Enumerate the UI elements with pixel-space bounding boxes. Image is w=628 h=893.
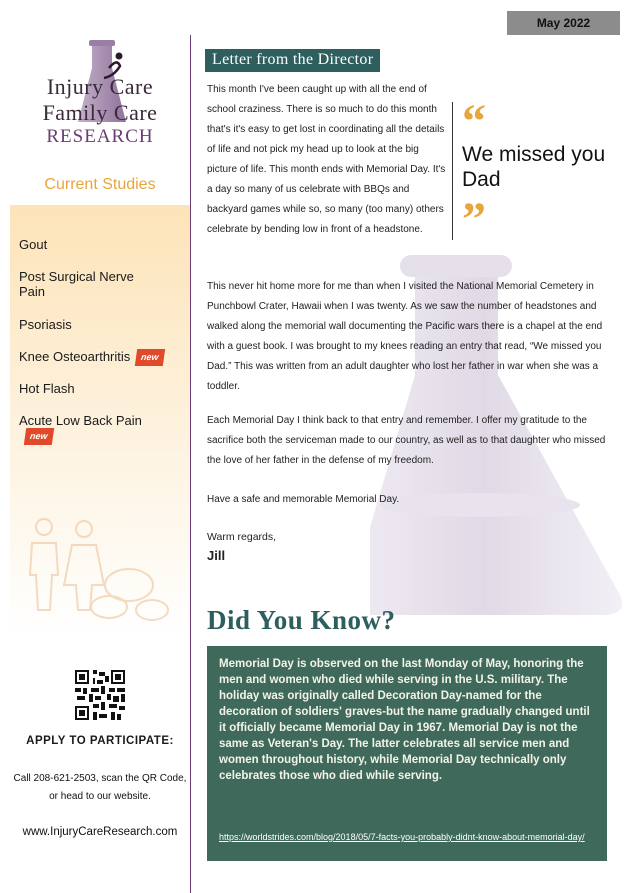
pull-quote-text: We missed you Dad [462, 143, 606, 191]
people-illustration-icon [24, 515, 174, 625]
letter-paragraph-2: This never hit home more for me than when I visited the National Memorial Cemetery in Punchbowl Crater, Hawaii when I was twenty. As we saw the number of headstones and walked along the memorial wall documenting the Pacific wars there is a chapel at the end with a guest book. I was brought to my knees reading an entry that read, “We missed you Dad.” This was written from an adult daughter who lost her father in war when she was a toddler. [207, 281, 603, 392]
sidebar [0, 0, 190, 893]
study-label: Acute Low Back Pain [19, 413, 142, 428]
study-label: Gout [19, 237, 48, 252]
study-item-hot-flash[interactable] [19, 381, 169, 396]
issue-date: May 2022 [536, 16, 591, 30]
letter-paragraph-3: Each Memorial Day I think back to that entry and remember. I offer my gratitude to the sacrifice both the serviceman made to our country, as well as to that daughter who missed the love of her father in the defense of my freedom. [207, 415, 606, 466]
new-badge: new [135, 349, 165, 366]
study-item-knee-osteoarthritis[interactable] [19, 349, 184, 366]
study-item-post-surgical-nerve-pain[interactable] [19, 269, 144, 299]
study-label: Hot Flash [19, 381, 75, 396]
study-label: Post Surgical Nerve Pain [19, 269, 134, 299]
study-item-psoriasis[interactable] [19, 317, 169, 332]
study-item-acute-low-back-pain[interactable] [19, 413, 169, 445]
did-you-know-heading: Did You Know? [207, 605, 396, 635]
apply-heading: APPLY TO PARTICIPATE: [26, 735, 174, 747]
letter-heading: Letter from the Director [205, 49, 380, 72]
open-quote-icon: “ [462, 95, 486, 148]
logo [12, 38, 188, 158]
study-label: Knee Osteoarthritis [19, 349, 131, 364]
new-badge: new [24, 428, 54, 445]
letter-paragraph-1: This month I've been caught up with all the end of school craziness. There is so much to do this month that's it's easy to get lost in coordinating all the details of life and not pick my head up to look at the big picture of life. This month ends with Memorial Day. It's a day so many of us celebrate with BBQs and backyard games while so, so many (too many) others celebrate by bending low in front of a headstone. [207, 84, 446, 235]
study-item-gout[interactable] [19, 237, 169, 252]
study-label: Psoriasis [19, 317, 72, 332]
did-you-know-box [207, 646, 607, 861]
website-link[interactable]: www.InjuryCareResearch.com [22, 826, 178, 838]
column-divider [190, 35, 191, 893]
close-quote-icon: ” [462, 193, 486, 246]
logo-line-2: Family Care [42, 100, 158, 125]
logo-line-3: RESEARCH [46, 126, 154, 147]
letter-closing: Warm regards, [207, 531, 277, 543]
current-studies-heading: Current Studies [44, 176, 156, 193]
apply-instructions: Call 208-621-2503, scan the QR Code, or head to our website. [13, 773, 187, 802]
letter-paragraph-4: Have a safe and memorable Memorial Day. [207, 494, 400, 505]
logo-line-1: Injury Care [46, 74, 154, 99]
pull-quote-rule [452, 102, 453, 240]
issue-date-tab [507, 11, 620, 35]
letter-signature: Jill [207, 548, 226, 563]
did-you-know-body: Memorial Day is observed on the last Monday of May, honoring the men and women who died while serving in the U.S. military. The holiday was originally called Decoration Day-named for the decoration of soldiers' graves-but the name gradually changed until it officially became Memorial Day in 1967. Memorial Day is not the same as Veteran's Day. The latter celebrates all service men and women throughout history, while Memorial Day technically only celebrates those who died while serving. [219, 658, 590, 782]
qr-code-icon[interactable] [75, 670, 125, 720]
source-link[interactable]: https://worldstrides.com/blog/2018/05/7-facts-you-probably-didnt-know-about-memorial-day/ [219, 832, 585, 842]
